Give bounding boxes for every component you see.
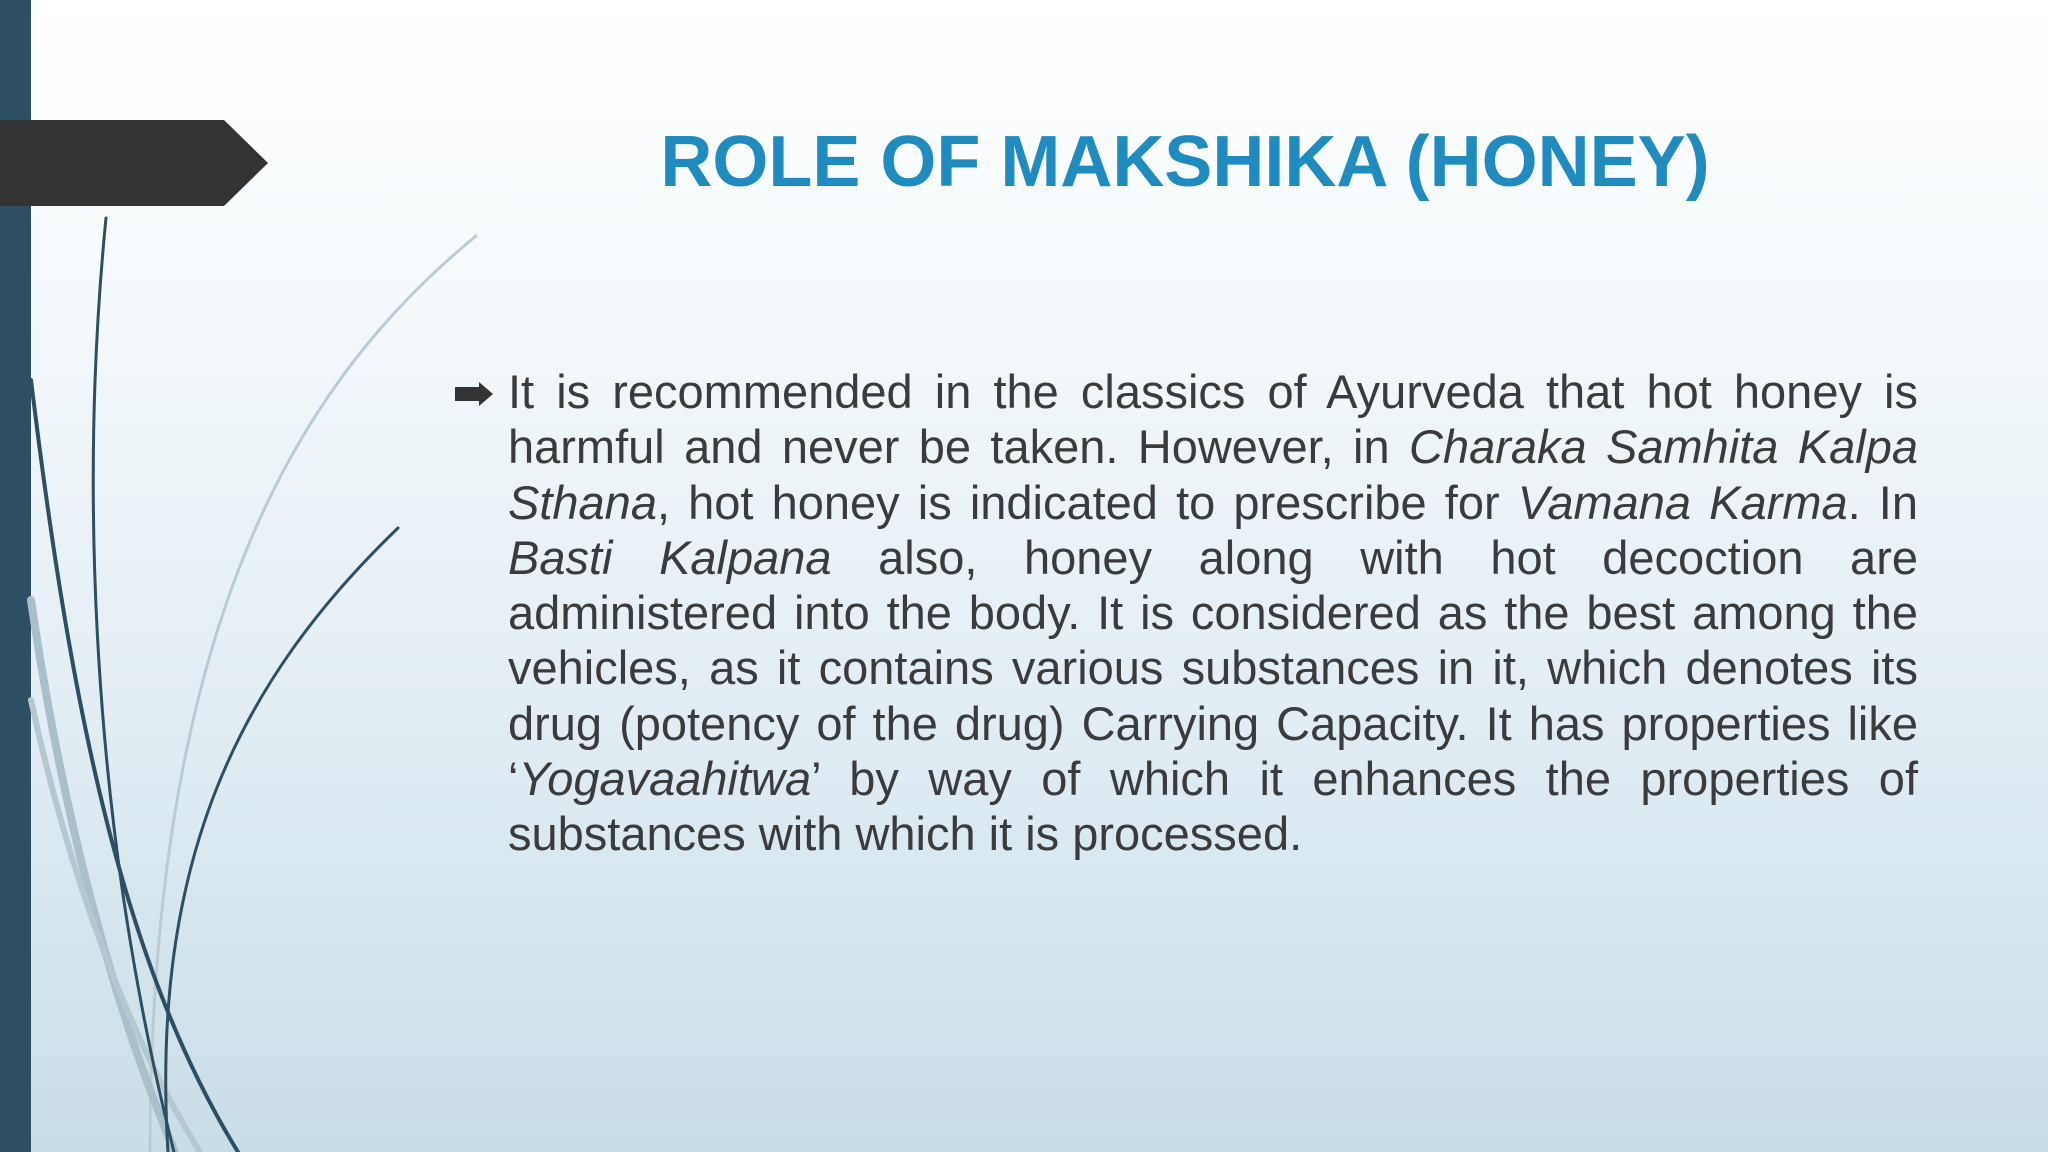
italic-term: Vamana Karma xyxy=(1517,475,1848,529)
slide-body xyxy=(450,364,1918,862)
bullet-text-segment: ’ by way of which it enhances the properties of substances with which it is processed. xyxy=(508,752,1918,861)
bullet-paragraph xyxy=(508,364,1918,862)
right-arrow-bullet-icon xyxy=(455,382,495,406)
decor-curve-dark-3 xyxy=(166,528,398,1152)
bullet-text-segment: . In xyxy=(1847,475,1918,529)
slide-title: ROLE OF MAKSHIKA (HONEY) xyxy=(660,122,1710,202)
italic-term: Yogavaahitwa xyxy=(518,752,812,806)
decor-curve-light-1 xyxy=(150,236,476,1152)
bullet-text-segment: It is recommended in the classics of Ayurveda that hot honey is harmful and never be taken. However, in xyxy=(508,365,1918,474)
italic-term: Basti Kalpana xyxy=(508,530,832,584)
title-arrow-icon xyxy=(0,120,268,206)
bullet-text-segment: , hot honey is indicated to prescribe for xyxy=(656,475,1518,529)
decor-curve-dark-1 xyxy=(93,218,174,1152)
italic-term: Charaka Samhita Kalpa Sthana xyxy=(508,420,1918,529)
bullet-text-segment: also, honey along with hot decoction are administered into the body. It is considered as the best among the vehicles, as it contains various substances in it, which denotes its drug (potency of the drug) Carrying Capacity. It has properties like ‘ xyxy=(508,530,1918,806)
